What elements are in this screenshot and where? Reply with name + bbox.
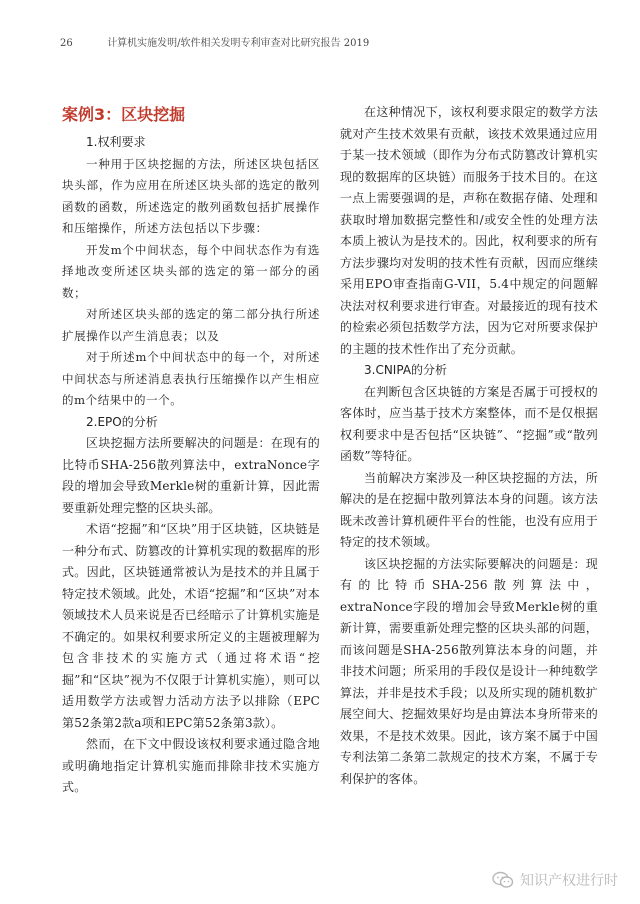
- body-paragraph: 然而，在下文中假设该权利要求通过隐含地或明确地指定计算机实施而排除非技术实施方式。: [62, 737, 320, 794]
- case-title: 案例3：区块挖掘: [62, 105, 186, 124]
- claim-paragraph: 对所述区块头部的选定的第二部分执行所述扩展操作以产生消息表；以及: [62, 307, 320, 343]
- claim-paragraph: 对于所述m个中间状态中的每一个，对所述中间状态与所述消息表执行压缩操作以产生相应的m个结果中的一个。: [62, 350, 320, 407]
- section-cnipa-heading: 3.CNIPA的分析: [364, 363, 448, 377]
- body-paragraph: 术语“挖掘”和“区块”用于区块链，区块链是一种分布式、防篡改的计算机实现的数据库的形式。因此，区块链通常被认为是技术的并且属于特定技术领域。此处，术语“挖掘”和“区块”对本领域技术人员来说是否已经暗示了计算机实施是不确定的。如果权利要求所定义的主题被理解为包含非技术的实施方式（通过将术语“挖掘”和“区块”视为不仅限于计算机实施），则可以适用数学方法或智力活动方法予以排除（EPC第52条第2款a项和EPC第52条第3款）。: [62, 522, 320, 730]
- section-claims-heading: 1.权利要求: [86, 135, 146, 149]
- right-column: [340, 102, 598, 790]
- running-header: [60, 34, 620, 49]
- section-epo-heading: 2.EPO的分析: [86, 414, 158, 429]
- claim-paragraph: 一种用于区块挖掘的方法，所述区块包括区块头部，作为应用在所述区块头部的选定的散列函数的函数，所述选定的散列函数包括扩展操作和压缩操作，所述方法包括以下步骤：: [62, 156, 320, 235]
- watermark-text: 知识产权进行时: [520, 873, 618, 889]
- body-paragraph: 当前解决方案涉及一种区块挖掘的方法，所解决的是在挖掘中散列算法本身的问题。该方法既未改善计算机硬件平台的性能，也没有应用于特定的技术领域。: [340, 470, 598, 549]
- body-paragraph: 在判断包含区块链的方案是否属于可授权的客体时，应当基于技术方案整体，而不是仅根据权利要求中是否包括“区块链”、“挖掘”或“散列函数”等特征。: [340, 384, 598, 463]
- body-paragraph: 该区块挖掘的方法实际要解决的问题是：现有的比特币SHA-256散列算法中，extraNonce字段的增加会导致Merkle树的重新计算，需要重新处理完整的区块头部的问题，而该问题是SHA-256散列算法本身的问题，并非技术问题；所采用的手段仅是设计一种纯数学算法，并非是技术手段；以及所实现的随机数扩展空间大、挖掘效果好均是由算法本身所带来的效果，不是技术效果。因此，该方案不属于中国专利法第二条第二款规定的技术方案，不属于专利保护的客体。: [340, 556, 598, 786]
- report-title: 计算机实施发明/软件相关发明专利审查对比研究报告 2019: [107, 38, 370, 49]
- page-number: 26: [60, 38, 73, 49]
- claim-paragraph: 开发m个中间状态，每个中间状态作为有选择地改变所述区块头部的选定的第一部分的函数；: [62, 242, 320, 300]
- wechat-icon: [492, 871, 514, 889]
- body-paragraph: 在这种情况下，该权利要求限定的数学方法就对产生技术效果有贡献，该技术效果通过应用于某一技术领域（即作为分布式防篡改计算机实现的数据库的区块链）而服务于技术目的。在这一点上需要强调的是，声称在数据存储、处理和获取时增加数据完整性和/或安全性的处理方法本质上被认为是技术的。因此，权利要求的所有方法步骤均对发明的技术性有贡献，因而应继续采用EPO审查指南G-VII，5.4中规定的问题解决法对权利要求进行审查。对最接近的现有技术的检索必须包括数学方法，因为它对所要求保护的主题的技术性作出了充分贡献。: [340, 105, 598, 356]
- left-column: [62, 102, 320, 799]
- body-paragraph: 区块挖掘方法所要解决的问题是：在现有的比特币SHA-256散列算法中，extraNonce字段的增加会导致Merkle树的重新计算，因此需要重新处理完整的区块头部。: [62, 436, 320, 515]
- watermark: [492, 870, 618, 890]
